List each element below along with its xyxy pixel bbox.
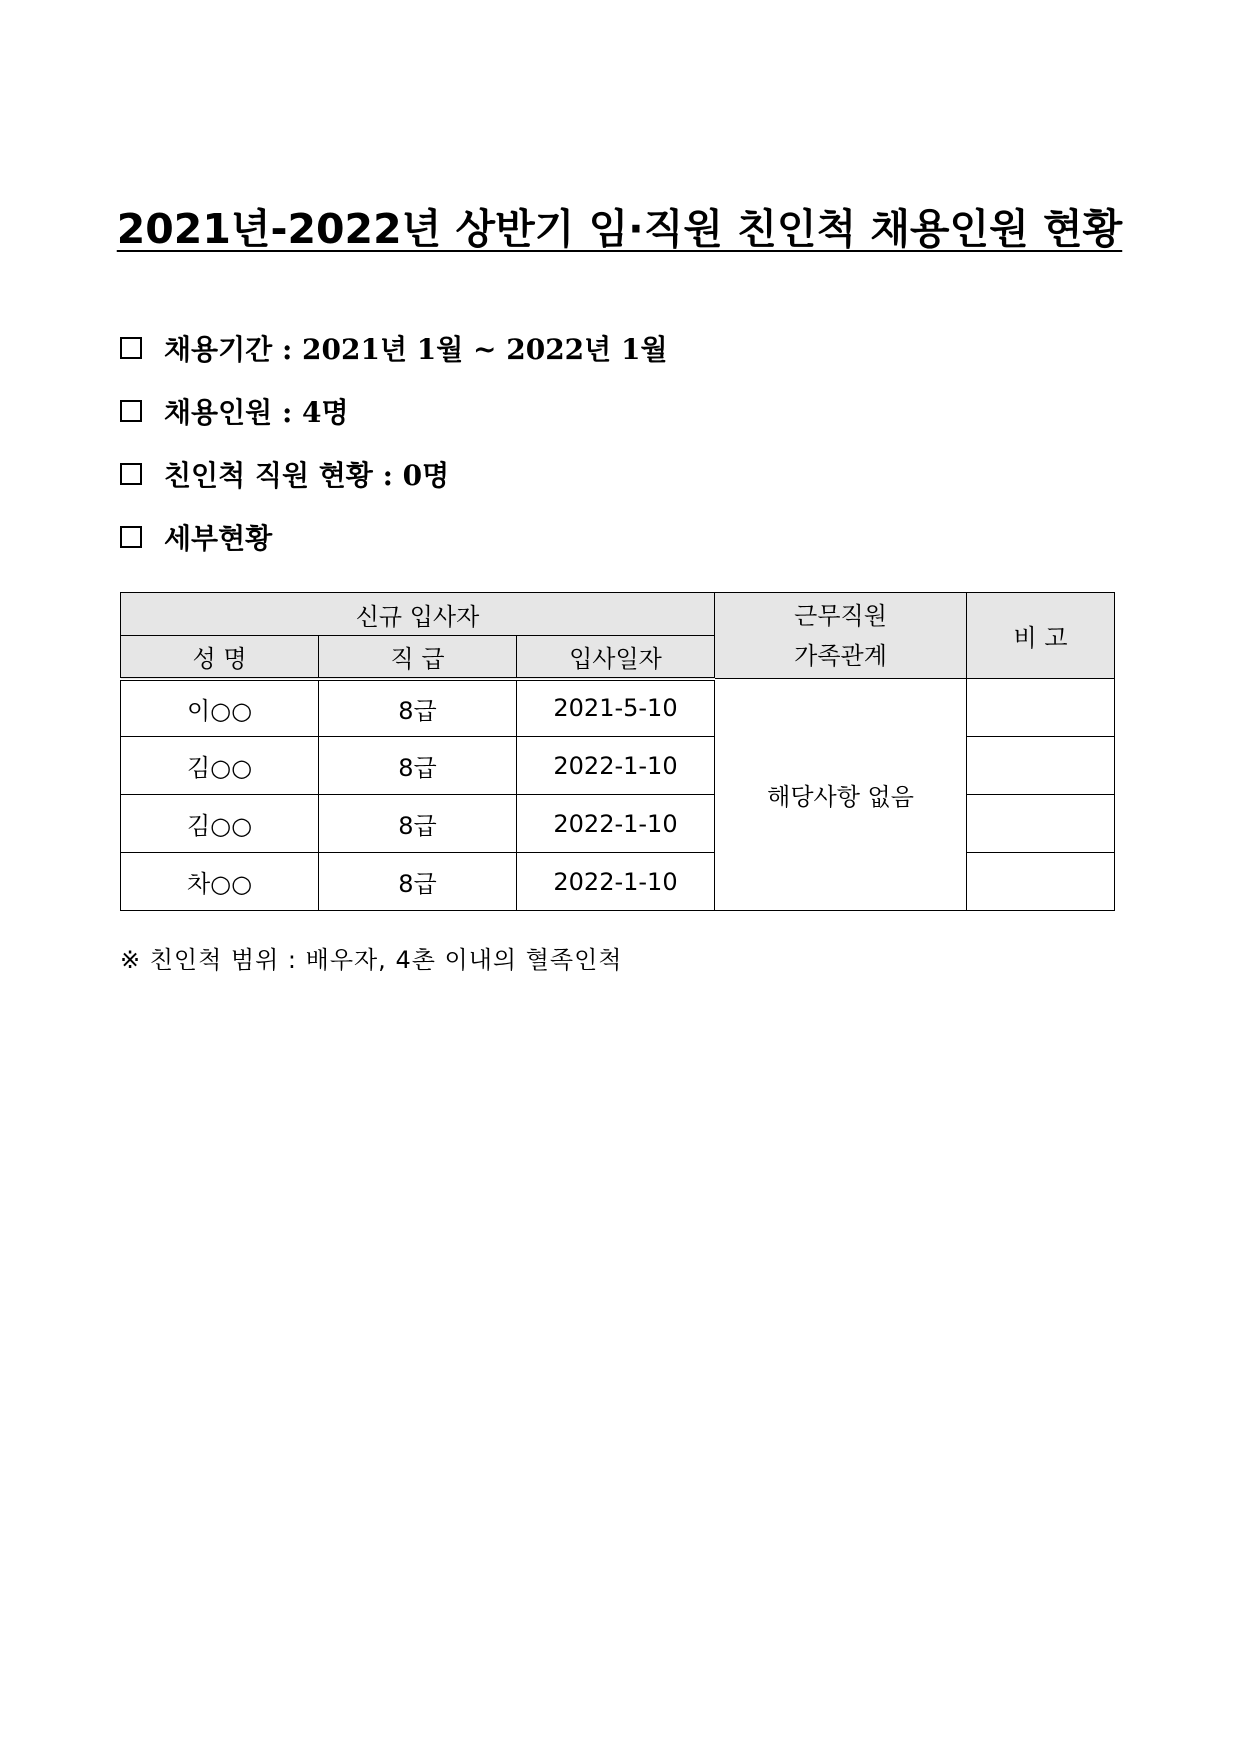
cell-date: 2022-1-10 bbox=[517, 737, 715, 795]
header-name: 성 명 bbox=[121, 636, 319, 679]
checkbox-square-icon bbox=[120, 526, 142, 548]
checkbox-square-icon bbox=[120, 337, 142, 359]
summary-item-relatives bbox=[120, 458, 668, 490]
table-row bbox=[121, 679, 1115, 737]
cell-name: 차○○ bbox=[121, 853, 319, 911]
summary-item-details bbox=[120, 521, 668, 553]
header-family-relation bbox=[715, 593, 967, 679]
cell-grade: 8급 bbox=[319, 737, 517, 795]
summary-item-label: 채용인원 : 4명 bbox=[164, 396, 349, 429]
summary-item-count bbox=[120, 395, 668, 427]
cell-grade: 8급 bbox=[319, 853, 517, 911]
checkbox-square-icon bbox=[120, 463, 142, 485]
cell-date: 2021-5-10 bbox=[517, 679, 715, 737]
header-family-relation-text: 근무직원 가족관계 bbox=[794, 601, 887, 670]
summary-item-label: 친인척 직원 현황 : 0명 bbox=[164, 459, 450, 492]
cell-date: 2022-1-10 bbox=[517, 853, 715, 911]
header-new-hires: 신규 입사자 bbox=[121, 593, 715, 636]
cell-date: 2022-1-10 bbox=[517, 795, 715, 853]
summary-list bbox=[120, 332, 668, 584]
cell-remark bbox=[967, 853, 1115, 911]
cell-grade: 8급 bbox=[319, 795, 517, 853]
summary-item-period bbox=[120, 332, 668, 364]
summary-item-label: 채용기간 : 2021년 1월 ~ 2022년 1월 bbox=[164, 333, 668, 366]
cell-remark bbox=[967, 737, 1115, 795]
cell-name: 김○○ bbox=[121, 737, 319, 795]
hiring-detail-table bbox=[120, 592, 1115, 911]
cell-remark bbox=[967, 795, 1115, 853]
header-remark: 비 고 bbox=[967, 593, 1115, 679]
summary-item-label: 세부현황 bbox=[164, 522, 273, 555]
cell-name: 김○○ bbox=[121, 795, 319, 853]
cell-remark bbox=[967, 679, 1115, 737]
cell-grade: 8급 bbox=[319, 679, 517, 737]
header-grade: 직 급 bbox=[319, 636, 517, 679]
cell-family-relation: 해당사항 없음 bbox=[715, 679, 967, 911]
cell-name: 이○○ bbox=[121, 679, 319, 737]
page-title: 2021년-2022년 상반기 임·직원 친인척 채용인원 현황 bbox=[116, 205, 1123, 253]
checkbox-square-icon bbox=[120, 400, 142, 422]
footnote: ※ 친인척 범위 : 배우자, 4촌 이내의 혈족인척 bbox=[120, 946, 623, 974]
header-date: 입사일자 bbox=[517, 636, 715, 679]
